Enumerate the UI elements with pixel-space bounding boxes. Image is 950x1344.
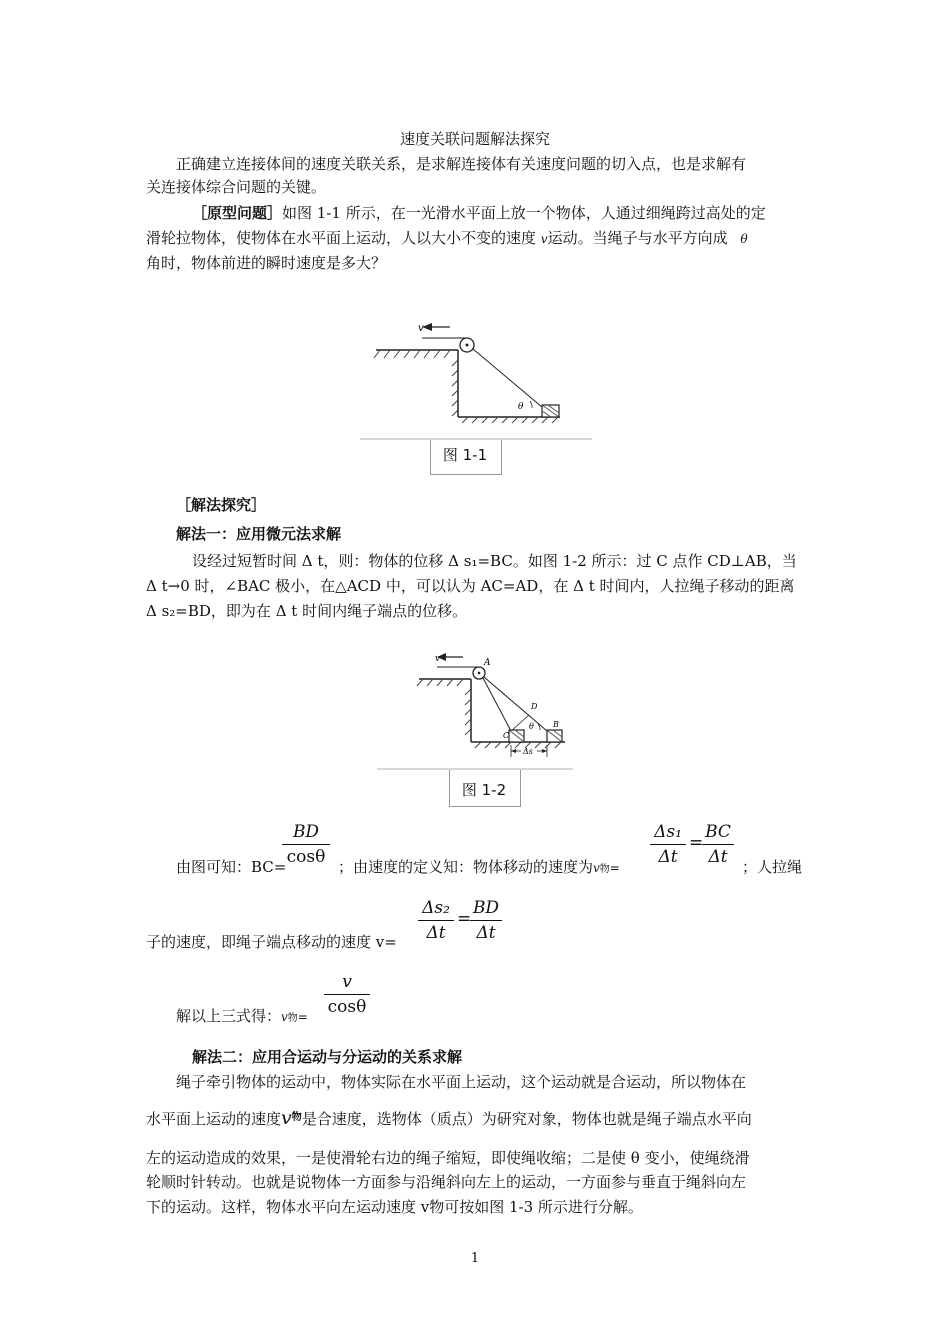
frac-ds2-dt (418, 898, 454, 943)
eq3-v: v (281, 1010, 288, 1024)
frac-bd-cos (282, 822, 330, 867)
problem-theta: θ (740, 232, 748, 246)
problem-v: v (540, 232, 548, 246)
fig2-label-C: C (503, 731, 510, 740)
method2-line-5: 下的运动。这样，物体水平向左运动速度 v物可按如图 1-3 所示进行分解。 (146, 1198, 643, 1216)
method2-line-3: 左的运动造成的效果，一是使滑轮右边的绳子缩短，即使绳收缩；二是使 θ 变小，使绳绕滑 (146, 1149, 750, 1167)
page-title: 速度关联问题解法探究 (399, 130, 550, 148)
frac-ds2-dt-den: Δt (426, 923, 446, 943)
frac-bc-dt (702, 822, 734, 867)
eq2-equals: = (457, 909, 472, 929)
fig2-label-B: B (553, 720, 559, 729)
figure-1-2-caption: 图 1-2 (461, 781, 507, 799)
section-heading: ［解法探究］ (176, 496, 267, 514)
frac-ds1-dt-den: Δt (658, 847, 678, 867)
frac-bc-dt-num: BC (705, 822, 731, 842)
problem-line-3: 角时，物体前进的瞬时速度是多大？ (146, 254, 387, 272)
eq3-v-sub: 物 (287, 1013, 298, 1024)
fig2-delta-s: Δs (523, 747, 533, 756)
method1-line-2: Δ t→0 时，∠BAC 极小，在△ACD 中，可以认为 AC=AD，在 Δ t 时间内，人拉绳子移动的距离 (146, 577, 795, 595)
figure-1-2 (375, 645, 585, 770)
fig1-theta: θ (518, 402, 524, 412)
frac-bd-dt-num: BD (472, 898, 500, 918)
method1-line-3: Δ s₂=BD，即为在 Δ t 时间内绳子端点的位移。 (146, 602, 468, 620)
problem-line-2b: 运动。当绳子与水平方向成 (547, 229, 728, 247)
eq1-text-b: ；由速度的定义知：物体移动的速度为 (338, 858, 594, 876)
page-number: 1 (470, 1251, 480, 1266)
fig2-theta: θ (529, 722, 534, 731)
intro-line-2: 关连接体综合问题的关键。 (146, 178, 327, 196)
fig2-label-A: A (484, 658, 491, 668)
eq1-v: v (593, 861, 600, 875)
frac-bd-dt (470, 898, 502, 943)
frac-bd-cos-den: cosθ (286, 847, 326, 867)
eq2-text: 子的速度，即绳子端点移动的速度 v= (146, 933, 397, 951)
frac-bc-dt-den: Δt (708, 847, 728, 867)
method2-v: v (281, 1107, 292, 1129)
eq1-eq: = (609, 861, 620, 875)
eq1-v-sub: 物 (599, 864, 610, 875)
frac-v-cos (324, 972, 370, 1017)
method2-line-4: 轮顺时针转动。也就是说物体一方面参与沿绳斜向左上的运动，一方面参与垂直于绳斜向左 (146, 1173, 747, 1191)
frac-ds1-dt (650, 822, 686, 867)
problem-line-2: 滑轮拉物体，使物体在水平面上运动，人以大小不变的速度 (146, 229, 537, 247)
figure-1-1-caption: 图 1-1 (442, 446, 488, 464)
frac-bd-cos-num: BD (292, 822, 320, 842)
method2-line-2a: 水平面上运动的速度 (146, 1110, 282, 1128)
fig2-label-D: D (531, 702, 538, 711)
frac-v-cos-den: cosθ (327, 997, 367, 1017)
eq3-text: 解以上三式得： (176, 1007, 282, 1025)
method2-heading: 解法二：应用合运动与分运动的关系求解 (192, 1048, 463, 1066)
frac-ds1-dt-num: Δs₁ (654, 822, 682, 842)
frac-ds2-dt-num: Δs₂ (422, 898, 450, 918)
method2-line-1: 绳子牵引物体的运动中，物体实际在水平面上运动，这个运动就是合运动，所以物体在 (176, 1073, 747, 1091)
method1-heading: 解法一：应用微元法求解 (176, 525, 342, 543)
eq1-text-a: 由图可知：BC= (176, 858, 287, 876)
problem-line-1: 如图 1-1 所示，在一光滑水平面上放一个物体，人通过细绳跨过高处的定 (282, 204, 766, 222)
method1-line-1: 设经过短暂时间 Δ t，则：物体的位移 Δ s₁=BC。如图 1-2 所示：过 C 点作 CD⊥AB，当 (192, 552, 797, 570)
eq1-text-e: ；人拉绳 (742, 858, 803, 876)
fig1-v-label: v (418, 323, 424, 334)
frac-bd-dt-den: Δt (476, 923, 496, 943)
fig2-v-label: v (435, 654, 441, 664)
problem-label: ［原型问题］ (192, 204, 283, 222)
method2-v-sub: 物 (291, 1112, 302, 1123)
intro-line-1: 正确建立连接体间的速度关联关系，是求解连接体有关速度问题的切入点，也是求解有 (176, 155, 747, 173)
frac-v-cos-num: v (342, 972, 352, 992)
method2-line-2b: 是合速度，选物体（质点）为研究对象，物体也就是绳子端点水平向 (301, 1110, 752, 1128)
eq3-eq: = (297, 1010, 308, 1024)
eq1-equals: = (689, 833, 704, 853)
